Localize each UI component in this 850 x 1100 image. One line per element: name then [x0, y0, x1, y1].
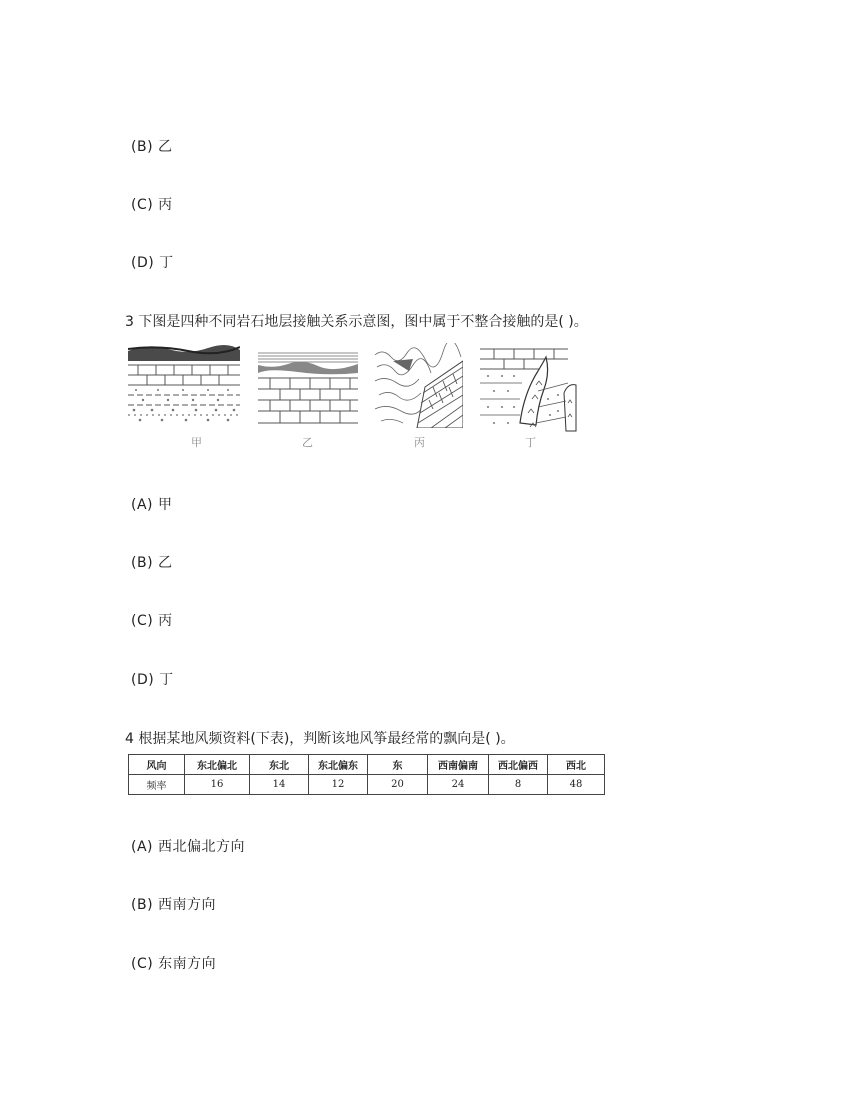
strata-diagram-bing [373, 343, 463, 428]
table-cell: 东北偏北 [185, 755, 250, 775]
table-cell: 20 [368, 775, 428, 795]
q3-option-b: (B) 乙 [131, 555, 173, 571]
table-cell: 东北偏东 [309, 755, 368, 775]
table-cell: 8 [489, 775, 548, 795]
strata-diagram-jia [128, 343, 240, 428]
table-row [129, 775, 605, 795]
option-b-prev: (B) 乙 [131, 139, 173, 155]
q3-option-a: (A) 甲 [131, 497, 173, 513]
q4-option-b: (B) 西南方向 [131, 897, 216, 913]
caption-yi: 乙 [302, 436, 313, 449]
option-d-prev: (D) 丁 [131, 255, 174, 271]
rock-strata-figure [128, 343, 583, 448]
table-cell: 西北 [548, 755, 605, 775]
option-c-prev: (C) 丙 [131, 197, 173, 213]
table-cell: 东 [368, 755, 428, 775]
caption-bing: 丙 [414, 436, 425, 449]
q3-option-c: (C) 丙 [131, 613, 173, 629]
table-cell: 西北偏西 [489, 755, 548, 775]
table-header-row [129, 755, 605, 775]
q4-option-a: (A) 西北偏北方向 [131, 839, 245, 855]
table-cell: 东北 [250, 755, 309, 775]
table-cell: 16 [185, 775, 250, 795]
q3-option-d: (D) 丁 [131, 672, 174, 688]
table-cell: 24 [428, 775, 489, 795]
table-cell: 12 [309, 775, 368, 795]
table-cell: 48 [548, 775, 605, 795]
q4-option-c: (C) 东南方向 [131, 956, 217, 972]
caption-jia: 甲 [191, 436, 202, 449]
table-cell: 西南偏南 [428, 755, 489, 775]
table-cell: 频率 [129, 775, 185, 795]
question-3-text: 3 下图是四种不同岩石地层接触关系示意图，图中属于不整合接触的是( )。 [125, 314, 588, 330]
wind-frequency-table [128, 754, 605, 795]
caption-ding: 丁 [525, 436, 536, 449]
strata-diagram-yi [258, 343, 358, 428]
table-cell: 14 [250, 775, 309, 795]
table-cell: 风向 [129, 755, 185, 775]
strata-diagram-ding [480, 343, 580, 433]
question-4-text: 4 根据某地风频资料(下表)，判断该地风筝最经常的飘向是( )。 [125, 731, 515, 747]
